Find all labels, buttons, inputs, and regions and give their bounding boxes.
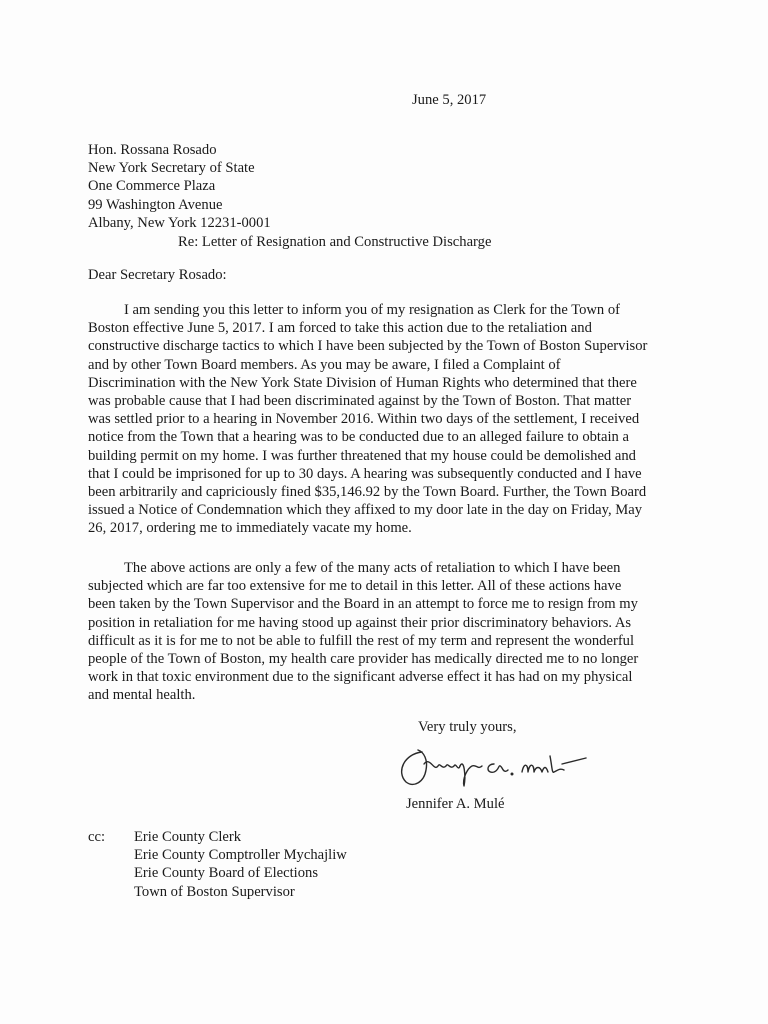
cc-item: Erie County Comptroller Mychajliw (134, 847, 347, 864)
signer-name: Jennifer A. Mulé (406, 796, 505, 812)
handwritten-signature (394, 742, 604, 792)
paragraph-line: that I could be imprisoned for up to 30 days. A hearing was subsequently conducted and I have (88, 465, 642, 482)
cc-item: Erie County Clerk (134, 829, 242, 845)
cc-list (134, 828, 347, 901)
recipient-line: 99 Washington Avenue (88, 196, 223, 213)
paragraph-line: I am sending you this letter to inform you of my resignation as Clerk for the Town of (124, 302, 621, 318)
paragraph-line: issued a Notice of Condemnation which they affixed to my door late in the day on Friday, May (88, 502, 643, 519)
recipient-line: Albany, New York 12231-0001 (88, 214, 271, 231)
paragraph-line: been taken by the Town Supervisor and the Board in an attempt to force me to resign from my (88, 596, 638, 613)
subject-line: Re: Letter of Resignation and Constructive Discharge (178, 234, 492, 250)
paragraph-line: been arbitrarily and capriciously fined $35,146.92 by the Town Board. Further, the Town Board (88, 483, 647, 500)
paragraph-line: 26, 2017, ordering me to immediately vacate my home. (88, 520, 412, 537)
paragraph-line: building permit on my home. I was further threatened that my house could be demolished and (88, 447, 636, 464)
paragraph-line: subjected which are far too extensive for me to detail in this letter. All of these actions have (88, 578, 622, 595)
letter-date: June 5, 2017 (412, 92, 487, 108)
paragraph-line: position in retaliation for me having stood up against their prior discriminatory behaviors. As (88, 614, 632, 631)
recipient-line: One Commerce Plaza (88, 178, 216, 195)
paragraph-line: The above actions are only a few of the many acts of retaliation to which I have been (124, 560, 621, 576)
body-paragraph-1 (88, 301, 680, 537)
paragraph-line: Boston effective June 5, 2017. I am forced to take this action due to the retaliation and (88, 320, 592, 337)
recipient-line: New York Secretary of State (88, 160, 255, 177)
paragraph-line: constructive discharge tactics to which I have been subjected by the Town of Boston Supervisor (88, 338, 648, 355)
recipient-address (88, 141, 271, 232)
paragraph-line: and by other Town Board members. As you may be aware, I filed a Complaint of (88, 356, 561, 373)
salutation: Dear Secretary Rosado: (88, 267, 227, 283)
paragraph-line: people of the Town of Boston, my health care provider has medically directed me to no longer (88, 650, 639, 667)
cc-item: Erie County Board of Elections (134, 865, 319, 882)
paragraph-line: was probable cause that I had been discriminated against by the Town of Boston. That matter (88, 392, 632, 409)
recipient-line: Hon. Rossana Rosado (88, 142, 217, 158)
paragraph-line: was settled prior to a hearing in November 2016. Within two days of the settlement, I received (88, 411, 640, 428)
paragraph-line: notice from the Town that a hearing was to be conducted due to an alleged failure to obtain a (88, 429, 629, 446)
paragraph-line: Discrimination with the New York State Division of Human Rights who determined that there (88, 374, 637, 391)
cc-label: cc: (88, 829, 106, 845)
paragraph-line: difficult as it is for me to not be able to fulfill the rest of my term and represent the wonderful (88, 632, 635, 649)
closing: Very truly yours, (418, 719, 517, 735)
paragraph-line: and mental health. (88, 687, 196, 704)
paragraph-line: work in that toxic environment due to the significant adverse effect it has had on my physical (88, 669, 633, 686)
body-paragraph-2 (88, 559, 680, 705)
cc-item: Town of Boston Supervisor (134, 883, 295, 900)
